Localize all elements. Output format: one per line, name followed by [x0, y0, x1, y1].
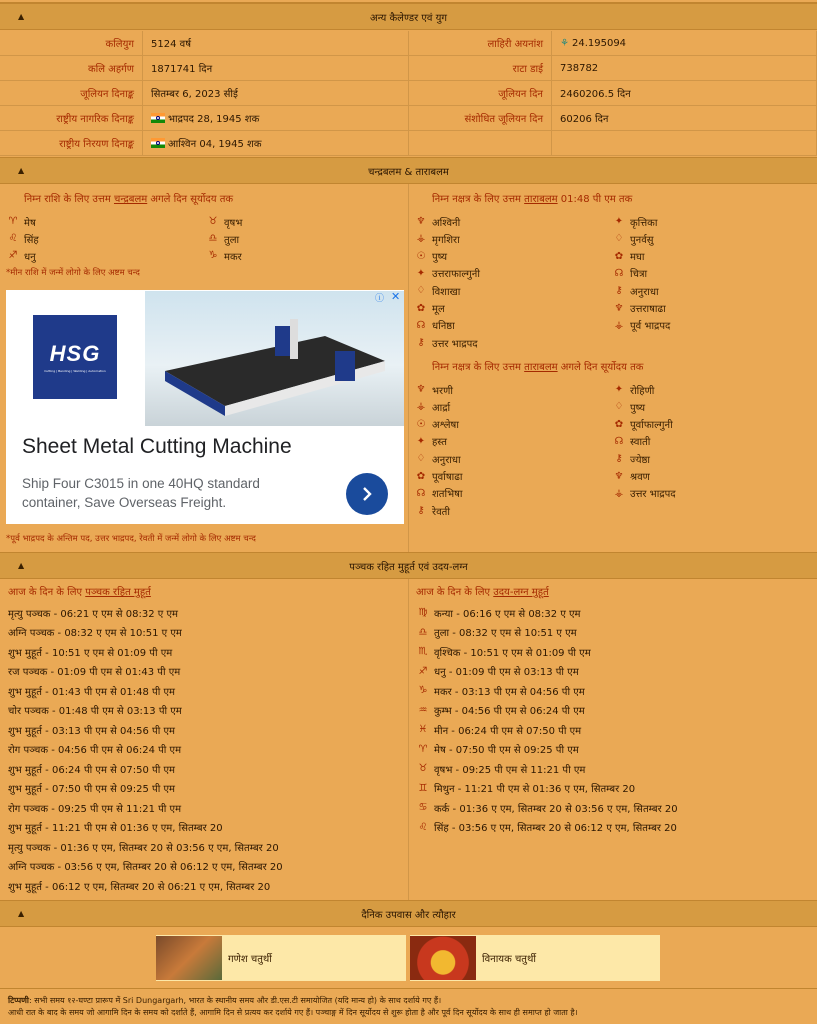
- nakshatra-item: [414, 282, 460, 299]
- nakshatra-item: [612, 398, 645, 415]
- panchak-row: रोग पञ्चक - 04:56 पी एम से 06:24 पी एम: [8, 745, 182, 756]
- lagna-text: वृषभ - 09:25 पी एम से 11:21 पी एम: [434, 764, 586, 776]
- panchak-row: मृत्यु पञ्चक - 06:21 ए एम से 08:32 ए एम: [8, 608, 178, 620]
- zodiac-symbol-icon: ♏: [418, 646, 428, 657]
- nakshatra-symbol-icon: ⚷: [615, 285, 623, 297]
- rashi-item: [206, 213, 242, 230]
- panchak-row: मृत्यु पञ्चक - 01:36 ए एम, सितम्बर 20 से 03:56 ए एम, सितम्बर 20: [8, 842, 279, 854]
- panchak-row: शुभ मुहूर्त - 06:12 ए एम, सितम्बर 20 से 06:21 ए एम, सितम्बर 20: [8, 881, 271, 893]
- tarabalam-link[interactable]: ताराबलम: [524, 362, 558, 373]
- nakshatra-symbol-icon: ♢: [416, 285, 426, 297]
- rashi-item: [6, 230, 39, 247]
- footer-label: टिप्पणी: [8, 996, 29, 1005]
- panchak-link[interactable]: पञ्चक रहित मुहूर्त: [85, 587, 151, 598]
- festival-section-title: दैनिक उपवास और त्यौहार: [361, 909, 456, 921]
- nakshatra-symbol-icon: ⚷: [417, 337, 425, 349]
- lagna-row: [416, 701, 585, 720]
- nakshatra-name: उत्तराफाल्गुनी: [432, 269, 480, 281]
- nakshatra-name: पूर्वाफाल्गुनी: [630, 420, 673, 432]
- calendar-value: [143, 56, 409, 81]
- nakshatra-symbol-icon: ☊: [416, 319, 426, 331]
- lagna-row: [416, 759, 585, 778]
- calendar-value-text: सितम्बर 6, 2023 सीई: [151, 89, 238, 100]
- zodiac-symbol-icon: ♐: [418, 665, 428, 677]
- nakshatra-item: [414, 248, 447, 265]
- tarabalam-heading-1: निम्न नक्षत्र के लिए उत्तम ताराबलम 01:48 पी एम तक: [432, 194, 633, 205]
- nakshatra-name: अनुराधा: [630, 286, 659, 298]
- lagna-text: धनु - 01:09 पी एम से 03:13 पी एम: [434, 667, 579, 678]
- calendar-label: [409, 131, 552, 156]
- zodiac-symbol-icon: ♊: [418, 782, 428, 794]
- zodiac-symbol-icon: ♑: [418, 685, 428, 696]
- calendar-label: राष्ट्रीय नागरिक दिनाङ्क: [0, 106, 143, 131]
- rashi-name: मकर: [224, 251, 242, 263]
- nakshatra-symbol-icon: ☉: [416, 250, 426, 262]
- lagna-row: [416, 779, 635, 798]
- nakshatra-symbol-icon: ✦: [416, 267, 426, 279]
- panchak-row: शुभ मुहूर्त - 01:43 पी एम से 01:48 पी एम: [8, 686, 175, 698]
- nakshatra-name: हस्त: [432, 437, 447, 449]
- calendar-value: [143, 81, 409, 106]
- lagna-row: [416, 720, 581, 739]
- nakshatra-symbol-icon: ♆: [614, 470, 624, 482]
- nakshatra-name: धनिष्ठा: [432, 321, 455, 333]
- panchak-section-header[interactable]: [0, 552, 817, 579]
- india-flag-icon: [151, 138, 165, 148]
- calendar-value-text: 2460206.5 दिन: [560, 89, 631, 100]
- panchak-row: शुभ मुहूर्त - 06:24 पी एम से 07:50 पी एम: [8, 764, 175, 776]
- nakshatra-symbol-icon: ♆: [416, 216, 426, 227]
- calendar-section-header[interactable]: [0, 3, 817, 30]
- nakshatra-item: [612, 300, 666, 317]
- rashi-symbol-icon: ♌: [8, 233, 18, 244]
- nakshatra-item: [612, 450, 650, 467]
- calendar-label: राटा डाई: [409, 56, 552, 81]
- panchak-row: अग्नि पञ्चक - 08:32 ए एम से 10:51 ए एम: [8, 628, 182, 639]
- zodiac-symbol-icon: ♋: [418, 802, 428, 813]
- zodiac-symbol-icon: ♈: [418, 743, 428, 755]
- zodiac-symbol-icon: ♓: [418, 724, 428, 735]
- nakshatra-name: अनुराधा: [432, 454, 461, 466]
- rashi-symbol-icon: ♎: [208, 233, 218, 244]
- calendar-section-title: अन्य कैलेण्डर एवं युग: [369, 12, 448, 24]
- ad-brand-logo: HSG Cutting | Bending | Welding | Automation: [33, 315, 117, 399]
- festival-section-header[interactable]: [0, 900, 817, 927]
- lagna-row: [416, 818, 677, 837]
- nakshatra-name: पुनर्वसु: [630, 234, 654, 246]
- nakshatra-symbol-icon: ⚶: [614, 487, 624, 499]
- nakshatra-symbol-icon: ✿: [614, 250, 624, 262]
- chandrabalam-section-title: चन्द्रबलम & ताराबलम: [368, 166, 449, 178]
- nakshatra-symbol-icon: ⚶: [416, 233, 426, 245]
- festival-card-ganesh[interactable]: [156, 935, 406, 981]
- nakshatra-item: [612, 485, 676, 502]
- calendar-value-text: आश्विन 04, 1945 शक: [168, 139, 262, 150]
- india-flag-icon: [151, 113, 165, 123]
- calendar-value: [143, 106, 409, 131]
- nakshatra-symbol-icon: ✿: [416, 302, 426, 314]
- nakshatra-item: [414, 450, 461, 467]
- zodiac-symbol-icon: ♉: [418, 763, 428, 774]
- tarabalam-link[interactable]: ताराबलम: [524, 194, 558, 205]
- collapse-triangle-icon[interactable]: ▲: [18, 166, 25, 175]
- lagna-text: वृश्चिक - 10:51 ए एम से 01:09 पी एम: [434, 647, 591, 659]
- zodiac-symbol-icon: ♌: [418, 821, 428, 833]
- nakshatra-name: अश्विनी: [432, 217, 461, 229]
- calendar-label: कलि अहर्गण: [0, 56, 143, 81]
- calendar-value: [552, 81, 817, 106]
- nakshatra-item: [414, 381, 453, 398]
- rashi-symbol-icon: ♈: [8, 216, 18, 227]
- nakshatra-symbol-icon: ☊: [614, 435, 624, 447]
- calendar-value-text: भाद्रपद 28, 1945 शक: [168, 114, 260, 125]
- nakshatra-item: [414, 468, 462, 485]
- nakshatra-symbol-icon: ☊: [416, 487, 426, 499]
- nakshatra-name: पूर्व भाद्रपद: [630, 321, 671, 333]
- chandrabalam-link[interactable]: चन्द्रबलम: [113, 194, 148, 205]
- lagna-row: [416, 740, 579, 759]
- nakshatra-item: [612, 416, 673, 433]
- festival-name[interactable]: गणेश चतुर्थी: [228, 954, 272, 965]
- lagna-text: कुम्भ - 04:56 पी एम से 06:24 पी एम: [434, 706, 585, 717]
- nakshatra-symbol-icon: ✦: [416, 435, 426, 447]
- nakshatra-name: मघा: [630, 252, 645, 264]
- panchak-row: रज पञ्चक - 01:09 पी एम से 01:43 पी एम: [8, 667, 181, 678]
- calendar-label: राष्ट्रीय निरयण दिनाङ्क: [0, 131, 143, 156]
- rashi-symbol-icon: ♑: [208, 250, 218, 261]
- lagna-row: [416, 623, 577, 642]
- nakshatra-item: [414, 502, 450, 519]
- ad-close-icon[interactable]: ✕: [391, 290, 401, 303]
- lagna-text: मकर - 03:13 पी एम से 04:56 पी एम: [434, 686, 585, 698]
- nakshatra-symbol-icon: ⚷: [417, 505, 425, 517]
- tarabalam-note: *पूर्व भाद्रपद के अन्तिम पद, उत्तर भाद्रपद, रेवती में जन्में लोगो के लिए अष्टम चन्द: [6, 534, 256, 544]
- nakshatra-symbol-icon: ✦: [614, 384, 624, 395]
- panchak-row: शुभ मुहूर्त - 11:21 पी एम से 01:36 ए एम, सितम्बर 20: [8, 823, 223, 834]
- nakshatra-symbol-icon: ♢: [614, 401, 624, 413]
- nakshatra-name: स्वाती: [630, 437, 651, 449]
- nakshatra-name: भरणी: [432, 385, 453, 397]
- calendar-value-text: 1871741 दिन: [151, 64, 213, 75]
- nakshatra-item: [612, 317, 670, 334]
- festival-image: [410, 936, 476, 980]
- calendar-value-text: 60206 दिन: [560, 114, 609, 125]
- chandrabalam-heading: निम्न राशि के लिए उत्तम चन्द्रबलम अगले दिन सूर्योदय तक: [24, 194, 234, 205]
- festival-image: [156, 936, 222, 980]
- column-divider: [408, 579, 409, 900]
- nakshatra-item: [414, 334, 478, 351]
- zodiac-symbol-icon: ♒: [418, 704, 428, 716]
- nakshatra-item: [612, 468, 650, 485]
- nakshatra-item: [414, 485, 463, 502]
- calendar-label: संशोधित जूलियन दिन: [409, 106, 552, 131]
- nakshatra-name: पूर्वाषाढा: [432, 472, 463, 483]
- nakshatra-symbol-icon: ⚶: [416, 401, 426, 413]
- nakshatra-item: [414, 230, 460, 247]
- panchak-row: रोग पञ्चक - 09:25 पी एम से 11:21 पी एम: [8, 803, 182, 815]
- calendar-value: [552, 31, 817, 56]
- nakshatra-name: ज्येष्ठा: [630, 454, 650, 466]
- lagna-heading: आज के दिन के लिए उदय-लग्न मुहूर्त: [416, 587, 549, 598]
- lagna-text: कर्क - 01:36 ए एम, सितम्बर 20 से 03:56 ए एम, सितम्बर 20: [434, 803, 678, 815]
- chandrabalam-note: *मीन राशि में जन्में लोगो के लिए अष्टम चन्द: [6, 268, 140, 278]
- tarabalam-heading-2: निम्न नक्षत्र के लिए उत्तम ताराबलम अगले दिन सूर्योदय तक: [432, 362, 644, 373]
- rashi-item: [6, 213, 36, 230]
- ad-arrow-button[interactable]: [346, 473, 388, 515]
- calendar-label: लाहिरी अयनांश: [409, 31, 552, 56]
- nakshatra-symbol-icon: ⚶: [614, 319, 624, 331]
- nakshatra-symbol-icon: ☊: [614, 267, 624, 279]
- rashi-item: [206, 230, 239, 247]
- footer-note: टिप्पणी: सभी समय १२-घण्टा प्रारूप में Sri Dungargarh, भारत के स्थानीय समय और डी.एस.टी समायोजित (यदि मान्य हो) के साथ दर्शाये गए हैं। आधी रात के बाद के समय जो आगामि दिन के समय को दर्शाते हैं, आगामि दिन से प्रत्यय कर दर्शाये गए हैं। पञ्चाङ्ग में दिन सूर्योदय से शुरू होता है और पूर्व दिन सूर्योदय के साथ ही समाप्त हो जाता है।: [0, 988, 817, 1024]
- calendar-value-text: 5124 वर्ष: [151, 39, 191, 50]
- ad-body: Ship Four C3015 in one 40HQ standard container, Save Overseas Freight.: [22, 476, 260, 510]
- nakshatra-item: [612, 381, 654, 398]
- nakshatra-symbol-icon: ♢: [416, 453, 426, 465]
- lagna-text: मेष - 07:50 पी एम से 09:25 पी एम: [434, 745, 579, 756]
- lagna-row: [416, 681, 585, 700]
- panchak-row: शुभ मुहूर्त - 03:13 पी एम से 04:56 पी एम: [8, 725, 175, 737]
- nakshatra-item: [414, 300, 445, 317]
- nakshatra-symbol-icon: ♆: [614, 302, 624, 314]
- nakshatra-item: [612, 433, 650, 450]
- nakshatra-name: आर्द्रा: [432, 402, 451, 414]
- calendar-value-text: 24.195094: [571, 37, 627, 49]
- nakshatra-item: [414, 213, 460, 230]
- rashi-name: सिंह: [24, 234, 39, 246]
- calendar-label: कलियुग: [0, 31, 143, 56]
- nakshatra-name: उत्तर भाद्रपद: [630, 489, 676, 501]
- lagna-text: मीन - 06:24 पी एम से 07:50 पी एम: [434, 725, 582, 737]
- nakshatra-name: अश्लेषा: [432, 420, 459, 432]
- chevron-right-icon: [359, 486, 375, 502]
- nakshatra-symbol-icon: ☉: [416, 418, 426, 430]
- column-divider: [408, 184, 409, 552]
- nakshatra-symbol-icon: ♆: [416, 384, 426, 395]
- calendar-value: [552, 56, 817, 81]
- festival-card-vinayak[interactable]: [410, 935, 660, 981]
- nakshatra-name: कृत्तिका: [630, 217, 658, 229]
- calendar-label: जूलियन दिन: [409, 81, 552, 106]
- nakshatra-name: मूल: [432, 304, 445, 315]
- collapse-triangle-icon[interactable]: ▲: [18, 12, 25, 21]
- ad-machine-image: [145, 291, 404, 426]
- rashi-name: वृषभ: [224, 217, 243, 229]
- calendar-value: [552, 106, 817, 131]
- rashi-symbol-icon: ♐: [8, 250, 18, 261]
- zodiac-symbol-icon: ♍: [418, 607, 428, 618]
- panchak-row: शुभ मुहूर्त - 10:51 ए एम से 01:09 पी एम: [8, 647, 173, 659]
- lagna-text: मिथुन - 11:21 पी एम से 01:36 ए एम, सितम्बर 20: [434, 784, 636, 795]
- nakshatra-item: [612, 265, 647, 282]
- nakshatra-symbol-icon: ⚷: [615, 453, 623, 465]
- nakshatra-name: रेवती: [432, 506, 450, 518]
- nakshatra-item: [414, 433, 447, 450]
- chandrabalam-section-header[interactable]: [0, 157, 817, 184]
- lagna-text: कन्या - 06:16 ए एम से 08:32 ए एम: [434, 608, 581, 620]
- lagna-text: सिंह - 03:56 ए एम, सितम्बर 20 से 06:12 ए एम, सितम्बर 20: [434, 823, 677, 834]
- zodiac-symbol-icon: ♎: [418, 626, 428, 638]
- lagna-link[interactable]: उदय-लग्न मुहूर्त: [493, 587, 549, 598]
- nakshatra-item: [612, 230, 654, 247]
- rashi-item: [206, 247, 242, 264]
- nakshatra-item: [414, 265, 480, 282]
- calendar-label: जूलियन दिनाङ्क: [0, 81, 143, 106]
- collapse-triangle-icon[interactable]: ▲: [18, 561, 25, 570]
- lagna-text: तुला - 08:32 ए एम से 10:51 ए एम: [434, 628, 577, 639]
- nakshatra-name: पुष्य: [432, 252, 448, 264]
- nakshatra-name: पुष्य: [630, 402, 646, 414]
- nakshatra-symbol-icon: ♢: [614, 233, 624, 245]
- nakshatra-name: रोहिणी: [630, 385, 655, 397]
- nakshatra-name: श्रवण: [630, 472, 650, 483]
- nakshatra-item: [612, 248, 644, 265]
- panchak-row: शुभ मुहूर्त - 07:50 पी एम से 09:25 पी एम: [8, 784, 175, 795]
- nakshatra-name: शतभिषा: [432, 489, 463, 501]
- panchak-row: अग्नि पञ्चक - 03:56 ए एम, सितम्बर 20 से 06:12 ए एम, सितम्बर 20: [8, 862, 283, 873]
- nakshatra-symbol-icon: ✦: [614, 216, 624, 227]
- nakshatra-name: मृगशिरा: [432, 234, 460, 246]
- panchak-heading: आज के दिन के लिए पञ्चक रहित मुहूर्त: [8, 587, 151, 598]
- lagna-row: [416, 662, 579, 681]
- nakshatra-name: विशाखा: [432, 286, 461, 298]
- lagna-row: [416, 642, 591, 661]
- nakshatra-symbol-icon: ✿: [614, 418, 624, 430]
- rashi-name: धनु: [24, 251, 36, 263]
- rashi-name: तुला: [224, 234, 240, 246]
- panchak-row: चोर पञ्चक - 01:48 पी एम से 03:13 पी एम: [8, 706, 182, 717]
- rashi-item: [6, 247, 36, 264]
- nakshatra-item: [414, 398, 450, 415]
- calendar-value-text: 738782: [560, 62, 599, 74]
- ayanamsha-icon: ⚘: [560, 37, 569, 49]
- lagna-row: [416, 603, 581, 622]
- panchak-section-title: पञ्चक रहित मुहूर्त एवं उदय-लग्न: [349, 561, 468, 573]
- nakshatra-item: [414, 317, 455, 334]
- rashi-symbol-icon: ♉: [208, 216, 218, 227]
- ad-info-icon[interactable]: ⓘ: [375, 294, 385, 304]
- lagna-row: [416, 798, 678, 817]
- nakshatra-name: उत्तर भाद्रपद: [432, 338, 478, 350]
- nakshatra-item: [612, 213, 657, 230]
- nakshatra-item: [414, 416, 459, 433]
- nakshatra-item: [612, 282, 659, 299]
- calendar-value: [143, 131, 409, 156]
- nakshatra-name: उत्तराषाढा: [630, 304, 666, 315]
- nakshatra-symbol-icon: ✿: [416, 470, 426, 482]
- nakshatra-name: चित्रा: [630, 269, 648, 281]
- calendar-value: [143, 31, 409, 56]
- ad-title[interactable]: Sheet Metal Cutting Machine: [22, 435, 292, 458]
- calendar-value: [552, 131, 817, 156]
- festival-name[interactable]: विनायक चतुर्थी: [482, 954, 536, 965]
- collapse-triangle-icon[interactable]: ▲: [18, 909, 25, 918]
- rashi-name: मेष: [24, 217, 36, 229]
- advertisement[interactable]: [6, 290, 404, 524]
